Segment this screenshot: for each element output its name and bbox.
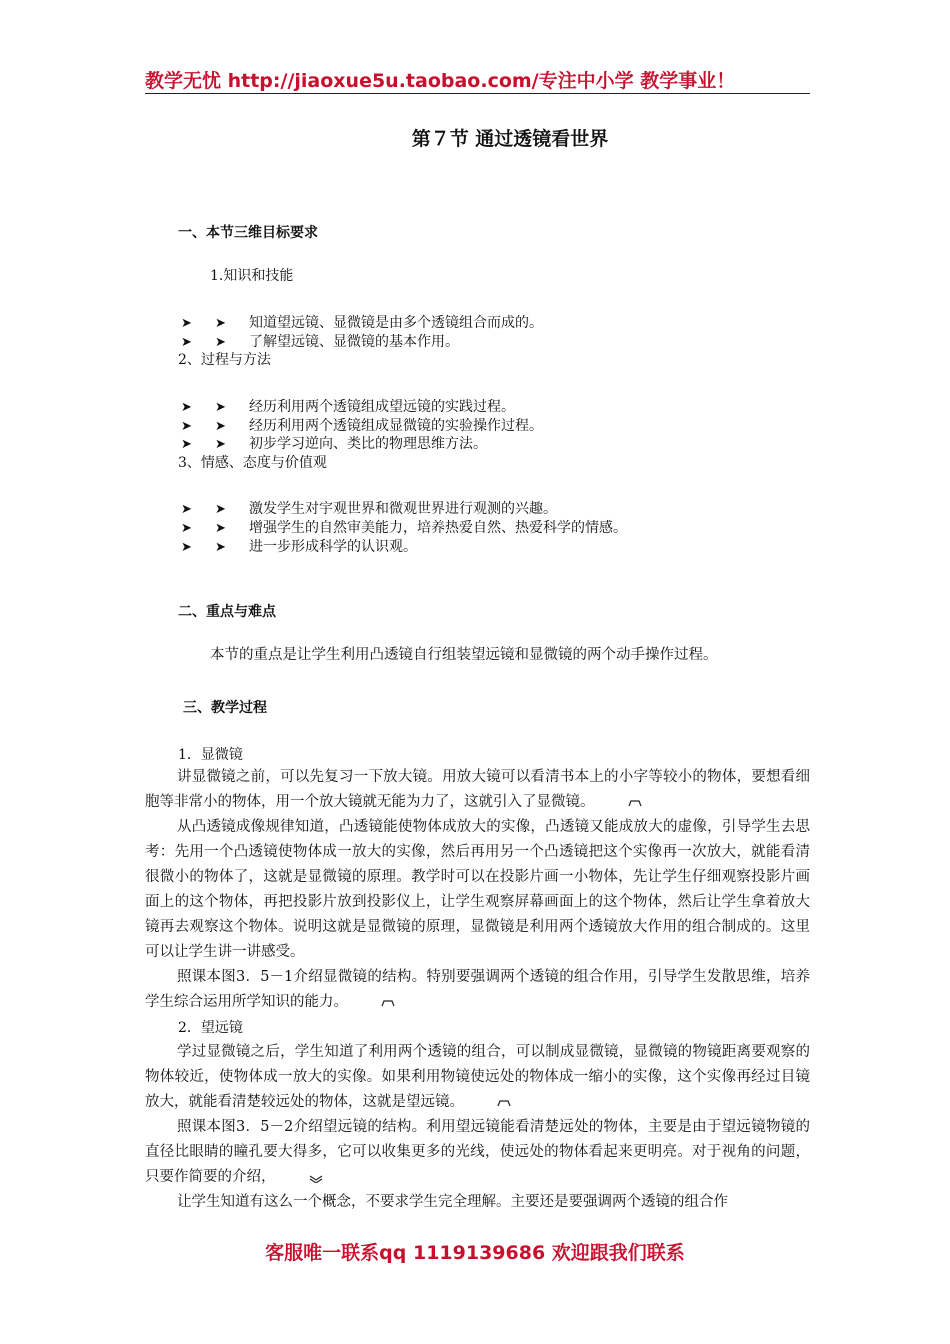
section1-sub3: 3、情感、态度与价值观 — [178, 455, 327, 471]
arrow-bullet-icon: ➤ — [215, 540, 226, 555]
list-item: ➤ ➤ 激发学生对宇观世界和微观世界进行观测的兴趣。 — [181, 501, 557, 517]
arrow-bullet-icon: ➤ — [215, 419, 226, 434]
paragraph: 从凸透镜成像规律知道，凸透镜能使物体成放大的实像，凸透镜又能成放大的虚像，引导学生去思考：先用一个凸透镜使物体成一放大的实像，然后再用另一个凸透镜把这个实像再一次放大，就能看清很微小的物体了，这就是显微镜的原理。教学时可以在投影片画一小物体，先让学生仔细观察投影片画面上的这个物体，再把投影片放到投影仪上，让学生观察屏幕画面上的这个物体，然后让学生拿着放大镜再去观察这个物体。说明这就是显微镜的原理，显微镜是利用两个透镜放大作用的组合制成的。这里可以让学生讲一讲感受。 — [145, 819, 810, 960]
paragraph: 学过显微镜之后，学生知道了利用两个透镜的组合，可以制成显微镜，显微镜的物镜距离要观察的物体较近，使物体成一放大的实像。如果利用物镜使远处的物体成一缩小的实像，这个实像再经过目镜放大，就能看清楚较远处的物体，这就是望远镜。 — [145, 1044, 810, 1110]
paragraph-mark-icon — [276, 1167, 292, 1177]
section1-sub2: 2、过程与方法 — [178, 352, 271, 368]
header-rule — [145, 93, 810, 94]
arrow-bullet-icon: ➤ — [181, 400, 192, 415]
section3-heading: 三、教学过程 — [183, 700, 267, 716]
list-item: ➤ ➤ 了解望远镜、显微镜的基本作用。 — [181, 334, 459, 350]
section2-text: 本节的重点是让学生利用凸透镜自行组装望远镜和显微镜的两个动手操作过程。 — [210, 647, 718, 663]
list-item: ➤ ➤ 知道望远镜、显微镜是由多个透镜组合而成的。 — [181, 315, 543, 331]
section1-heading: 一、本节三维目标要求 — [178, 225, 318, 241]
arrow-bullet-icon: ➤ — [215, 400, 226, 415]
paragraph: 照课本图3．5－2介绍望远镜的结构。利用望远镜能看清楚远处的物体，主要是由于望远镜物镜的直径比眼睛的瞳孔要大得多，它可以收集更多的光线，使远处的物体看起来更明亮。对于视角的问题，只要作简要的介绍， — [145, 1119, 810, 1185]
section2-heading: 二、重点与难点 — [178, 604, 276, 620]
arrow-bullet-icon: ➤ — [215, 521, 226, 536]
page-title: 第７节 通过透镜看世界 — [411, 128, 609, 150]
arrow-bullet-icon: ➤ — [181, 540, 192, 555]
section3-item1: 1．显微镜 — [178, 747, 243, 763]
arrow-bullet-icon: ➤ — [181, 419, 192, 434]
arrow-bullet-icon: ➤ — [181, 502, 192, 517]
arrow-bullet-icon: ➤ — [215, 335, 226, 350]
paragraph: 讲显微镜之前，可以先复习一下放大镜。用放大镜可以看清书本上的小字等较小的物体，要想看细胞等非常小的物体，用一个放大镜就无能为力了，这就引入了显微镜。 — [145, 769, 810, 810]
page-footer: 客服唯一联系qq 1119139686 欢迎跟我们联系 — [265, 1242, 685, 1264]
section1-sub1: 1.知识和技能 — [210, 268, 294, 284]
section3-item2: 2．望远镜 — [178, 1020, 243, 1036]
arrow-bullet-icon: ➤ — [215, 502, 226, 517]
list-item: ➤ ➤ 经历利用两个透镜组成望远镜的实践过程。 — [181, 399, 515, 415]
paragraph-mark-icon — [348, 992, 364, 1002]
list-item: ➤ ➤ 增强学生的自然审美能力，培养热爱自然、热爱科学的情感。 — [181, 520, 627, 536]
arrow-bullet-icon: ➤ — [181, 521, 192, 536]
paragraph-mark-icon — [595, 792, 611, 802]
paragraph: 让学生知道有这么一个概念，不要求学生完全理解。主要还是要强调两个透镜的组合作 — [177, 1194, 728, 1210]
list-item: ➤ ➤ 初步学习逆向、类比的物理思维方法。 — [181, 436, 487, 452]
list-item: ➤ ➤ 进一步形成科学的认识观。 — [181, 539, 417, 555]
arrow-bullet-icon: ➤ — [181, 335, 192, 350]
list-item: ➤ ➤ 经历利用两个透镜组成显微镜的实验操作过程。 — [181, 418, 543, 434]
arrow-bullet-icon: ➤ — [215, 437, 226, 452]
arrow-bullet-icon: ➤ — [215, 316, 226, 331]
paragraph: 照课本图3．5－1介绍显微镜的结构。特别要强调两个透镜的组合作用，引导学生发散思维，培养学生综合运用所学知识的能力。 — [145, 969, 810, 1010]
arrow-bullet-icon: ➤ — [181, 437, 192, 452]
arrow-bullet-icon: ➤ — [181, 316, 192, 331]
paragraph-mark-icon — [464, 1092, 480, 1102]
page-header: 教学无忧 http://jiaoxue5u.taobao.com/专注中小学 教学事业！ — [145, 70, 736, 92]
